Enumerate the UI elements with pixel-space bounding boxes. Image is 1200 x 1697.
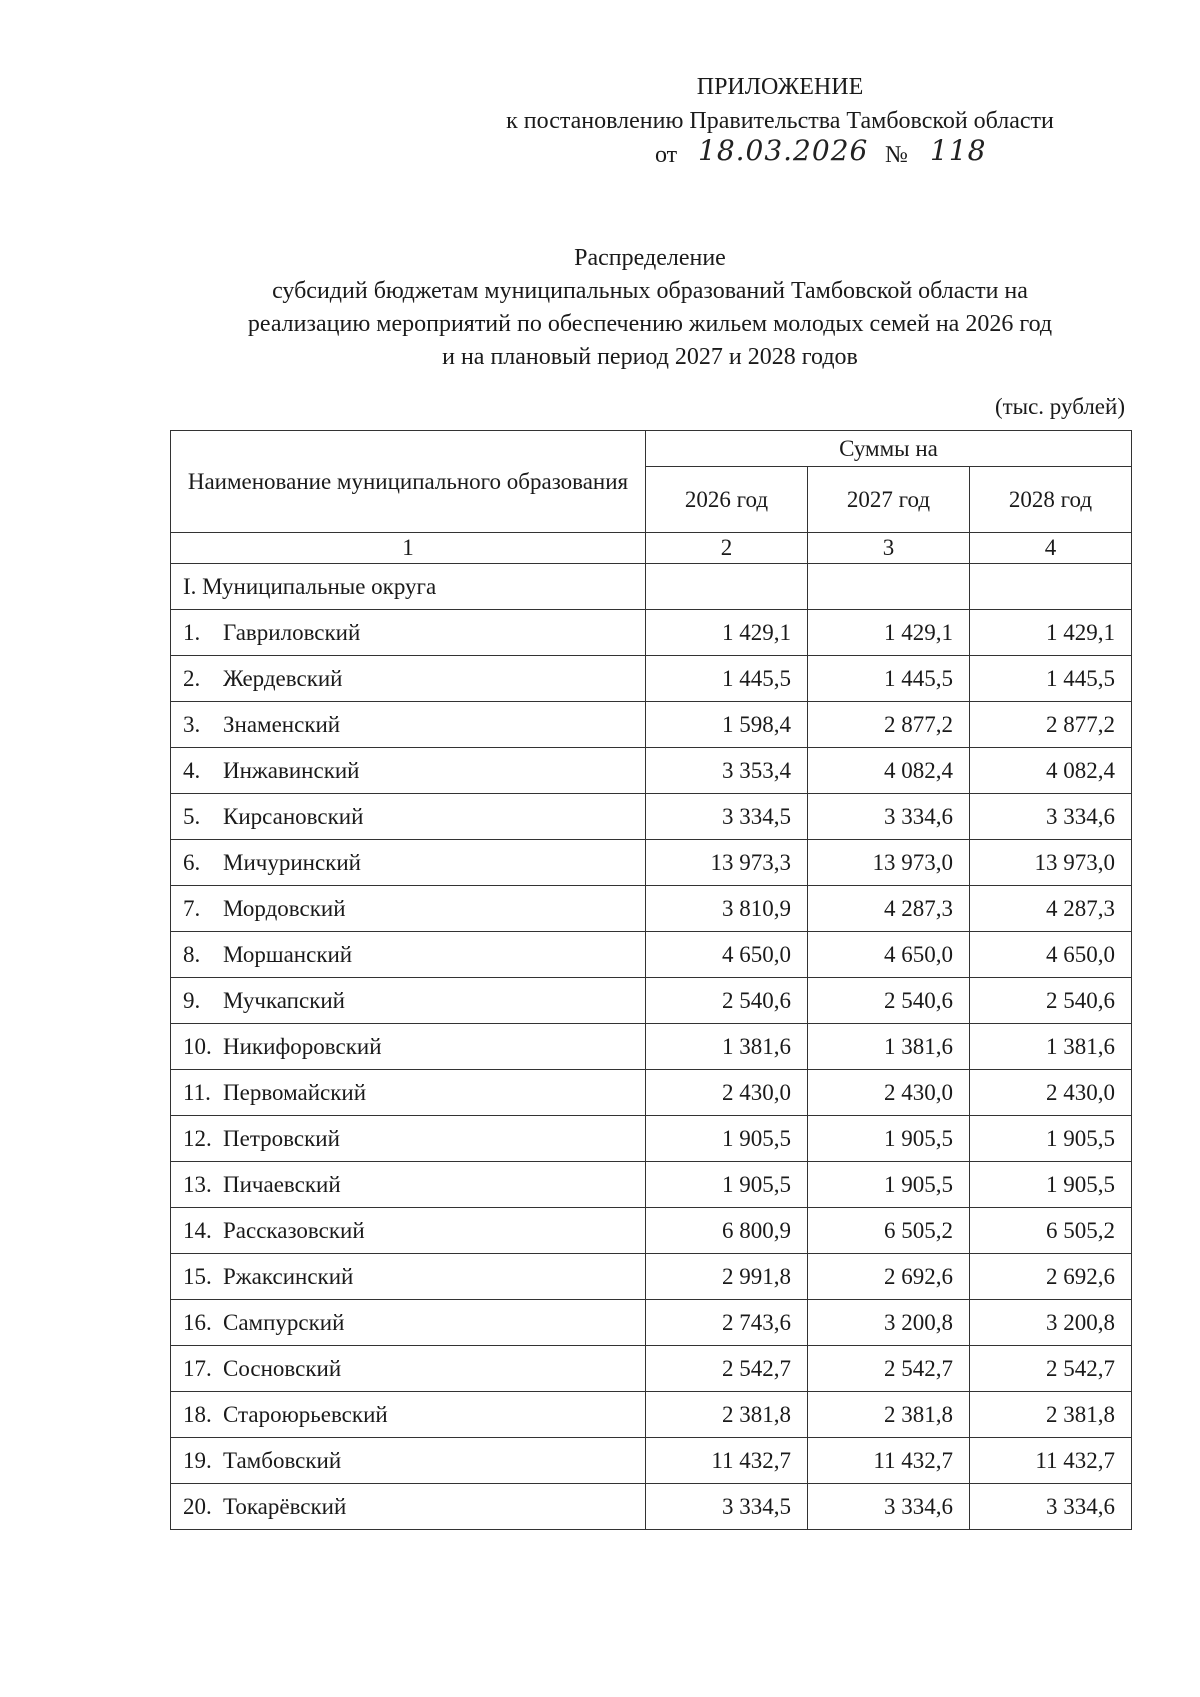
municipality-cell — [171, 978, 646, 1024]
municipality-name: Знаменский — [223, 711, 341, 737]
table-row — [171, 1300, 1132, 1346]
empty-cell — [970, 564, 1132, 610]
row-index: 9. — [183, 987, 201, 1013]
municipality-cell — [171, 1162, 646, 1208]
municipality-name: Сампурский — [223, 1309, 345, 1335]
amount-2028: 4 650,0 — [970, 932, 1132, 978]
table-row — [171, 794, 1132, 840]
municipality-cell — [171, 1024, 646, 1070]
amount-2026: 3 334,5 — [646, 1484, 808, 1530]
amount-2028: 1 905,5 — [970, 1116, 1132, 1162]
appendix-header — [440, 70, 1120, 176]
municipality-cell — [171, 656, 646, 702]
amount-2028: 6 505,2 — [970, 1208, 1132, 1254]
title-line-3: реализацию мероприятий по обеспечению жильем молодых семей на 2026 год — [247, 311, 1053, 337]
municipality-name: Жердевский — [223, 665, 343, 691]
municipality-cell — [171, 1392, 646, 1438]
amount-2027: 3 334,6 — [808, 1484, 970, 1530]
table-row — [171, 748, 1132, 794]
amount-2028: 2 381,8 — [970, 1392, 1132, 1438]
municipality-cell — [171, 1070, 646, 1116]
amount-2028: 2 877,2 — [970, 702, 1132, 748]
section-label: I. Муниципальные округа — [171, 564, 646, 610]
table-row — [171, 1484, 1132, 1530]
municipality-name: Мучкапский — [223, 987, 345, 1013]
amount-2026: 11 432,7 — [646, 1438, 808, 1484]
table-row — [171, 840, 1132, 886]
header-sums: Суммы на — [646, 431, 1132, 467]
amount-2027: 3 334,6 — [808, 794, 970, 840]
amount-2026: 3 353,4 — [646, 748, 808, 794]
amount-2027: 1 445,5 — [808, 656, 970, 702]
row-index: 18. — [183, 1401, 212, 1427]
municipality-cell — [171, 1438, 646, 1484]
amount-2027: 1 381,6 — [808, 1024, 970, 1070]
row-index: 13. — [183, 1171, 212, 1197]
municipality-name: Рассказовский — [223, 1217, 365, 1243]
municipality-name: Петровский — [223, 1125, 340, 1151]
municipality-name: Инжавинский — [223, 757, 360, 783]
row-index: 5. — [183, 803, 201, 829]
row-index: 8. — [183, 941, 201, 967]
amount-2027: 2 542,7 — [808, 1346, 970, 1392]
row-index: 14. — [183, 1217, 212, 1243]
table-row — [171, 1346, 1132, 1392]
amount-2027: 2 381,8 — [808, 1392, 970, 1438]
amount-2027: 2 877,2 — [808, 702, 970, 748]
table-row — [171, 1254, 1132, 1300]
amount-2026: 2 430,0 — [646, 1070, 808, 1116]
header-year-2027: 2027 год — [808, 467, 970, 533]
amount-2026: 2 542,7 — [646, 1346, 808, 1392]
municipality-name: Сосновский — [223, 1355, 342, 1381]
amount-2027: 2 692,6 — [808, 1254, 970, 1300]
amount-2027: 1 905,5 — [808, 1162, 970, 1208]
row-index: 11. — [183, 1079, 211, 1105]
municipality-cell — [171, 1116, 646, 1162]
row-index: 4. — [183, 757, 201, 783]
amount-2026: 1 381,6 — [646, 1024, 808, 1070]
handwritten-number: 118 — [930, 134, 987, 167]
municipality-cell — [171, 748, 646, 794]
title-line-2: субсидий бюджетам муниципальных образований Тамбовской области на — [272, 278, 1028, 304]
municipality-name: Никифоровский — [223, 1033, 382, 1059]
amount-2026: 2 743,6 — [646, 1300, 808, 1346]
row-index: 1. — [183, 619, 201, 645]
table-row — [171, 1162, 1132, 1208]
amount-2027: 1 429,1 — [808, 610, 970, 656]
amount-2026: 1 905,5 — [646, 1162, 808, 1208]
table-row — [171, 702, 1132, 748]
amount-2027: 6 505,2 — [808, 1208, 970, 1254]
amount-2028: 2 540,6 — [970, 978, 1132, 1024]
amount-2026: 1 905,5 — [646, 1116, 808, 1162]
municipality-cell — [171, 702, 646, 748]
amount-2028: 11 432,7 — [970, 1438, 1132, 1484]
amount-2027: 4 650,0 — [808, 932, 970, 978]
units-label: (тыс. рублей) — [994, 394, 1125, 419]
municipality-cell — [171, 1346, 646, 1392]
amount-2027: 4 287,3 — [808, 886, 970, 932]
title-line-1: Распределение — [574, 245, 726, 271]
amount-2026: 2 381,8 — [646, 1392, 808, 1438]
municipality-name: Пичаевский — [223, 1171, 341, 1197]
row-index: 3. — [183, 711, 201, 737]
amount-2026: 1 429,1 — [646, 610, 808, 656]
amount-2027: 2 540,6 — [808, 978, 970, 1024]
column-number-2: 2 — [646, 533, 808, 564]
table-row — [171, 978, 1132, 1024]
date-prefix: от — [655, 142, 678, 168]
municipality-name: Моршанский — [223, 941, 353, 967]
municipality-name: Ржаксинский — [223, 1263, 354, 1289]
table-row — [171, 1438, 1132, 1484]
amount-2026: 1 445,5 — [646, 656, 808, 702]
table-body — [171, 564, 1132, 1530]
amount-2028: 3 334,6 — [970, 1484, 1132, 1530]
row-index: 19. — [183, 1447, 212, 1473]
table-row — [171, 1208, 1132, 1254]
amount-2028: 2 430,0 — [970, 1070, 1132, 1116]
section-row — [171, 564, 1132, 610]
municipality-name: Тамбовский — [223, 1447, 342, 1473]
amount-2026: 4 650,0 — [646, 932, 808, 978]
row-index: 15. — [183, 1263, 212, 1289]
row-index: 12. — [183, 1125, 212, 1151]
amount-2027: 1 905,5 — [808, 1116, 970, 1162]
amount-2028: 2 542,7 — [970, 1346, 1132, 1392]
amount-2026: 1 598,4 — [646, 702, 808, 748]
table-row — [171, 1116, 1132, 1162]
amount-2026: 3 810,9 — [646, 886, 808, 932]
column-number-3: 3 — [808, 533, 970, 564]
table-row — [171, 656, 1132, 702]
municipality-cell — [171, 1300, 646, 1346]
amount-2027: 2 430,0 — [808, 1070, 970, 1116]
table-row — [171, 932, 1132, 978]
municipality-cell — [171, 840, 646, 886]
appendix-subtitle: к постановлению Правительства Тамбовской области — [506, 108, 1054, 134]
amount-2028: 3 334,6 — [970, 794, 1132, 840]
empty-cell — [808, 564, 970, 610]
amount-2026: 2 540,6 — [646, 978, 808, 1024]
table-row — [171, 1070, 1132, 1116]
municipality-name: Кирсановский — [223, 803, 364, 829]
row-index: 6. — [183, 849, 201, 875]
amount-2026: 6 800,9 — [646, 1208, 808, 1254]
amount-2028: 3 200,8 — [970, 1300, 1132, 1346]
empty-cell — [646, 564, 808, 610]
document-title — [160, 242, 1140, 374]
table-row — [171, 610, 1132, 656]
amount-2027: 3 200,8 — [808, 1300, 970, 1346]
amount-2028: 1 445,5 — [970, 656, 1132, 702]
amount-2027: 13 973,0 — [808, 840, 970, 886]
header-municipality: Наименование муниципального образования — [171, 431, 646, 533]
municipality-cell — [171, 1484, 646, 1530]
municipality-cell — [171, 1208, 646, 1254]
municipality-name: Гавриловский — [223, 619, 361, 645]
municipality-name: Первомайский — [223, 1079, 366, 1105]
municipality-name: Мичуринский — [223, 849, 361, 875]
amount-2026: 3 334,5 — [646, 794, 808, 840]
handwritten-date: 18.03.2026 — [698, 134, 869, 167]
row-index: 7. — [183, 895, 201, 921]
row-index: 10. — [183, 1033, 212, 1059]
amount-2028: 4 287,3 — [970, 886, 1132, 932]
table-row — [171, 1392, 1132, 1438]
subsidy-table — [170, 430, 1132, 1530]
row-index: 17. — [183, 1355, 212, 1381]
table-row — [171, 1024, 1132, 1070]
amount-2026: 13 973,3 — [646, 840, 808, 886]
municipality-cell — [171, 794, 646, 840]
column-number-1: 1 — [171, 533, 646, 564]
header-year-2026: 2026 год — [646, 467, 808, 533]
row-index: 16. — [183, 1309, 212, 1335]
row-index: 20. — [183, 1493, 212, 1519]
amount-2027: 11 432,7 — [808, 1438, 970, 1484]
amount-2028: 13 973,0 — [970, 840, 1132, 886]
municipality-cell — [171, 932, 646, 978]
amount-2028: 4 082,4 — [970, 748, 1132, 794]
amount-2026: 2 991,8 — [646, 1254, 808, 1300]
municipality-cell — [171, 886, 646, 932]
appendix-date-line — [440, 134, 1120, 176]
number-sign: № — [885, 142, 908, 168]
row-index: 2. — [183, 665, 201, 691]
title-line-4: и на плановый период 2027 и 2028 годов — [442, 344, 858, 370]
appendix-title: ПРИЛОЖЕНИЕ — [696, 74, 864, 100]
amount-2027: 4 082,4 — [808, 748, 970, 794]
municipality-cell — [171, 610, 646, 656]
municipality-name: Староюрьевский — [223, 1401, 388, 1427]
municipality-cell — [171, 1254, 646, 1300]
municipality-name: Мордовский — [223, 895, 346, 921]
header-year-2028: 2028 год — [970, 467, 1132, 533]
municipality-name: Токарёвский — [223, 1493, 347, 1519]
amount-2028: 1 429,1 — [970, 610, 1132, 656]
amount-2028: 2 692,6 — [970, 1254, 1132, 1300]
amount-2028: 1 381,6 — [970, 1024, 1132, 1070]
table-row — [171, 886, 1132, 932]
column-number-4: 4 — [970, 533, 1132, 564]
amount-2028: 1 905,5 — [970, 1162, 1132, 1208]
